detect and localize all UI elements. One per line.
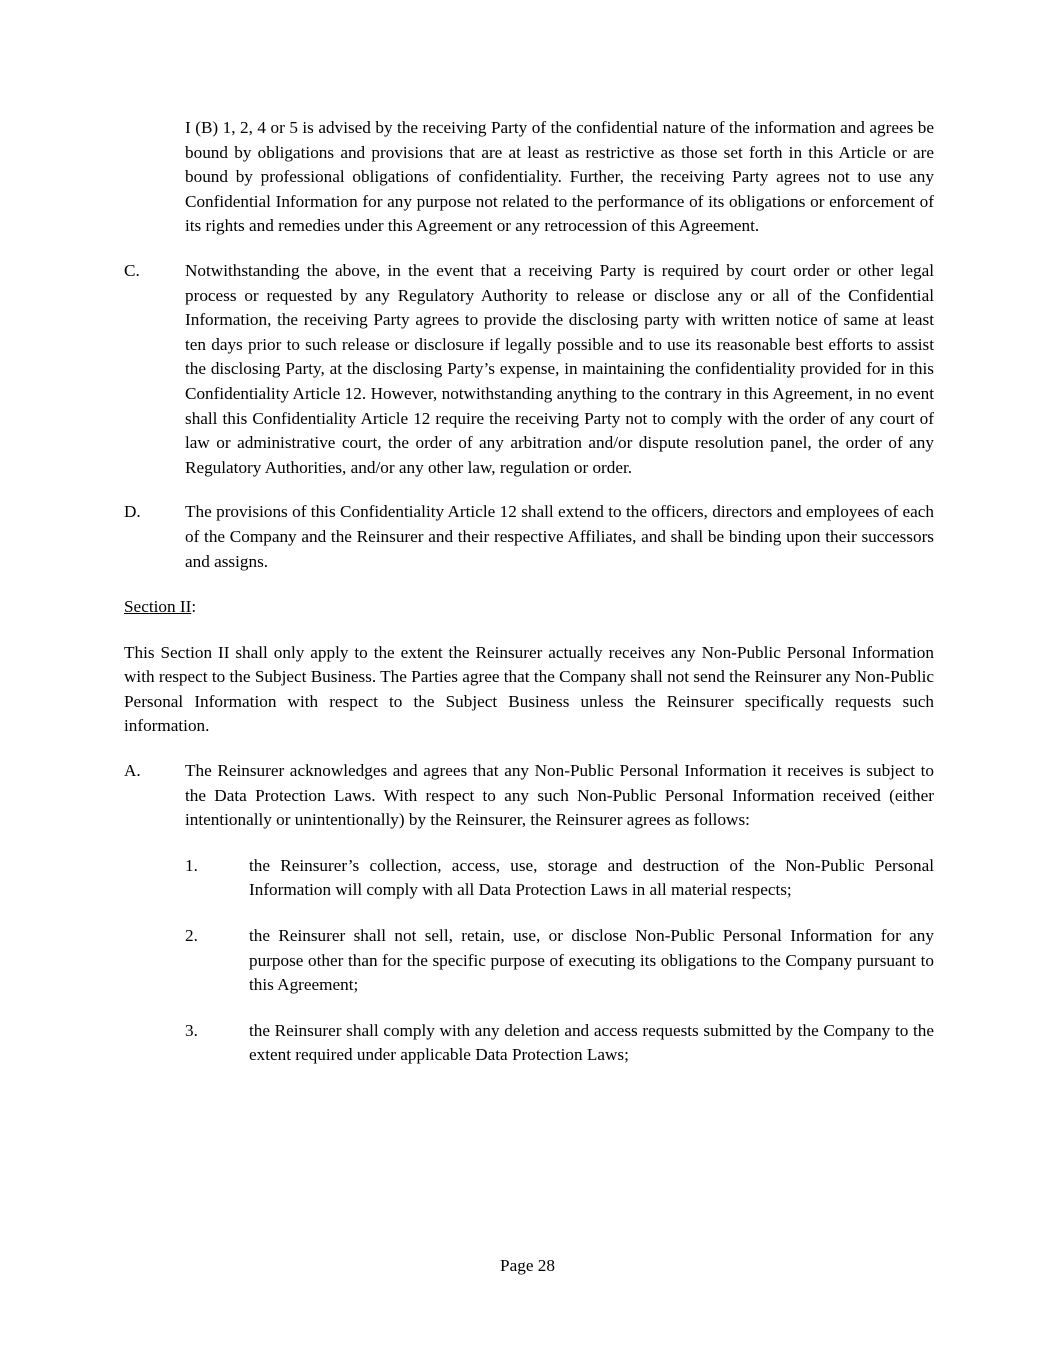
paragraph-intro: I (B) 1, 2, 4 or 5 is advised by the receiving Party of the confidential nature of the information and agrees be bound by obligations and provisions that are at least as restrictive as those set forth in this Article or are bound by professional obligations of confidentiality. Further, the receiving Party agrees not to use any Confidential Information for any purpose not related to the performance of its obligations or enforcement of its rights and remedies under this Agreement or any retrocession of this Agreement.	[185, 118, 934, 236]
list-item-a	[124, 759, 934, 833]
list-item-a-label: A.	[124, 761, 141, 781]
page-number: Page 28	[500, 1256, 555, 1275]
section-heading-colon: :	[191, 597, 197, 617]
numbered-item-1-label: 1.	[185, 855, 198, 875]
numbered-item-2-text: the Reinsurer shall not sell, retain, use, or disclose Non-Public Personal Information for any purpose other than for the specific purpose of executing its obligations to the Company pursuant to this Agreement;	[249, 926, 934, 995]
list-item-a-text: The Reinsurer acknowledges and agrees that any Non-Public Personal Information it receives is subject to the Data Protection Laws. With respect to any such Non-Public Personal Information received (either intentionally or unintentionally) by the Reinsurer, the Reinsurer agrees as follows:	[185, 761, 934, 830]
numbered-item-2	[185, 924, 934, 998]
numbered-item-2-label: 2.	[185, 926, 198, 946]
numbered-item-3	[185, 1019, 934, 1068]
paragraph-section-intro: This Section II shall only apply to the extent the Reinsurer actually receives any Non-Public Personal Information with respect to the Subject Business. The Parties agree that the Company shall not send the Reinsurer any Non-Public Personal Information with respect to the Subject Business unless the Reinsurer specifically requests such information.	[124, 642, 934, 736]
list-item-d-text: The provisions of this Confidentiality Article 12 shall extend to the officers, directors and employees of each of the Company and the Reinsurer and their respective Affiliates, and shall be binding upon their successors and assigns.	[185, 502, 934, 571]
list-item-c	[124, 259, 934, 480]
list-item-c-text: Notwithstanding the above, in the event that a receiving Party is required by court order or other legal process or requested by any Regulatory Authority to release or disclose any or all of the Confidential Information, the receiving Party agrees to provide the disclosing party with written notice of same at least ten days prior to such release or disclosure if legally possible and to use its reasonable best efforts to assist the disclosing Party, at the disclosing Party’s expense, in maintaining the confidentiality provided for in this Confidentiality Article 12. However, notwithstanding anything to the contrary in this Agreement, in no event shall this Confidentiality Article 12 require the receiving Party not to comply with the order of any court of law or administrative court, the order of any arbitration and/or dispute resolution panel, the order of any Regulatory Authorities, and/or any other law, regulation or order.	[185, 260, 934, 477]
document-body	[124, 116, 934, 1068]
numbered-item-3-label: 3.	[185, 1020, 198, 1040]
numbered-item-1-text: the Reinsurer’s collection, access, use, storage and destruction of the Non-Public Personal Information will comply with all Data Protection Laws in all material respects;	[249, 855, 934, 900]
section-heading-text: Section II	[124, 597, 192, 617]
numbered-item-3-text: the Reinsurer shall comply with any deletion and access requests submitted by the Company to the extent required under applicable Data Protection Laws;	[249, 1020, 934, 1065]
list-item-d	[124, 500, 934, 574]
section-heading	[124, 595, 934, 620]
numbered-item-1	[185, 854, 934, 903]
list-item-c-label: C.	[124, 260, 140, 280]
list-item-d-label: D.	[124, 502, 141, 522]
